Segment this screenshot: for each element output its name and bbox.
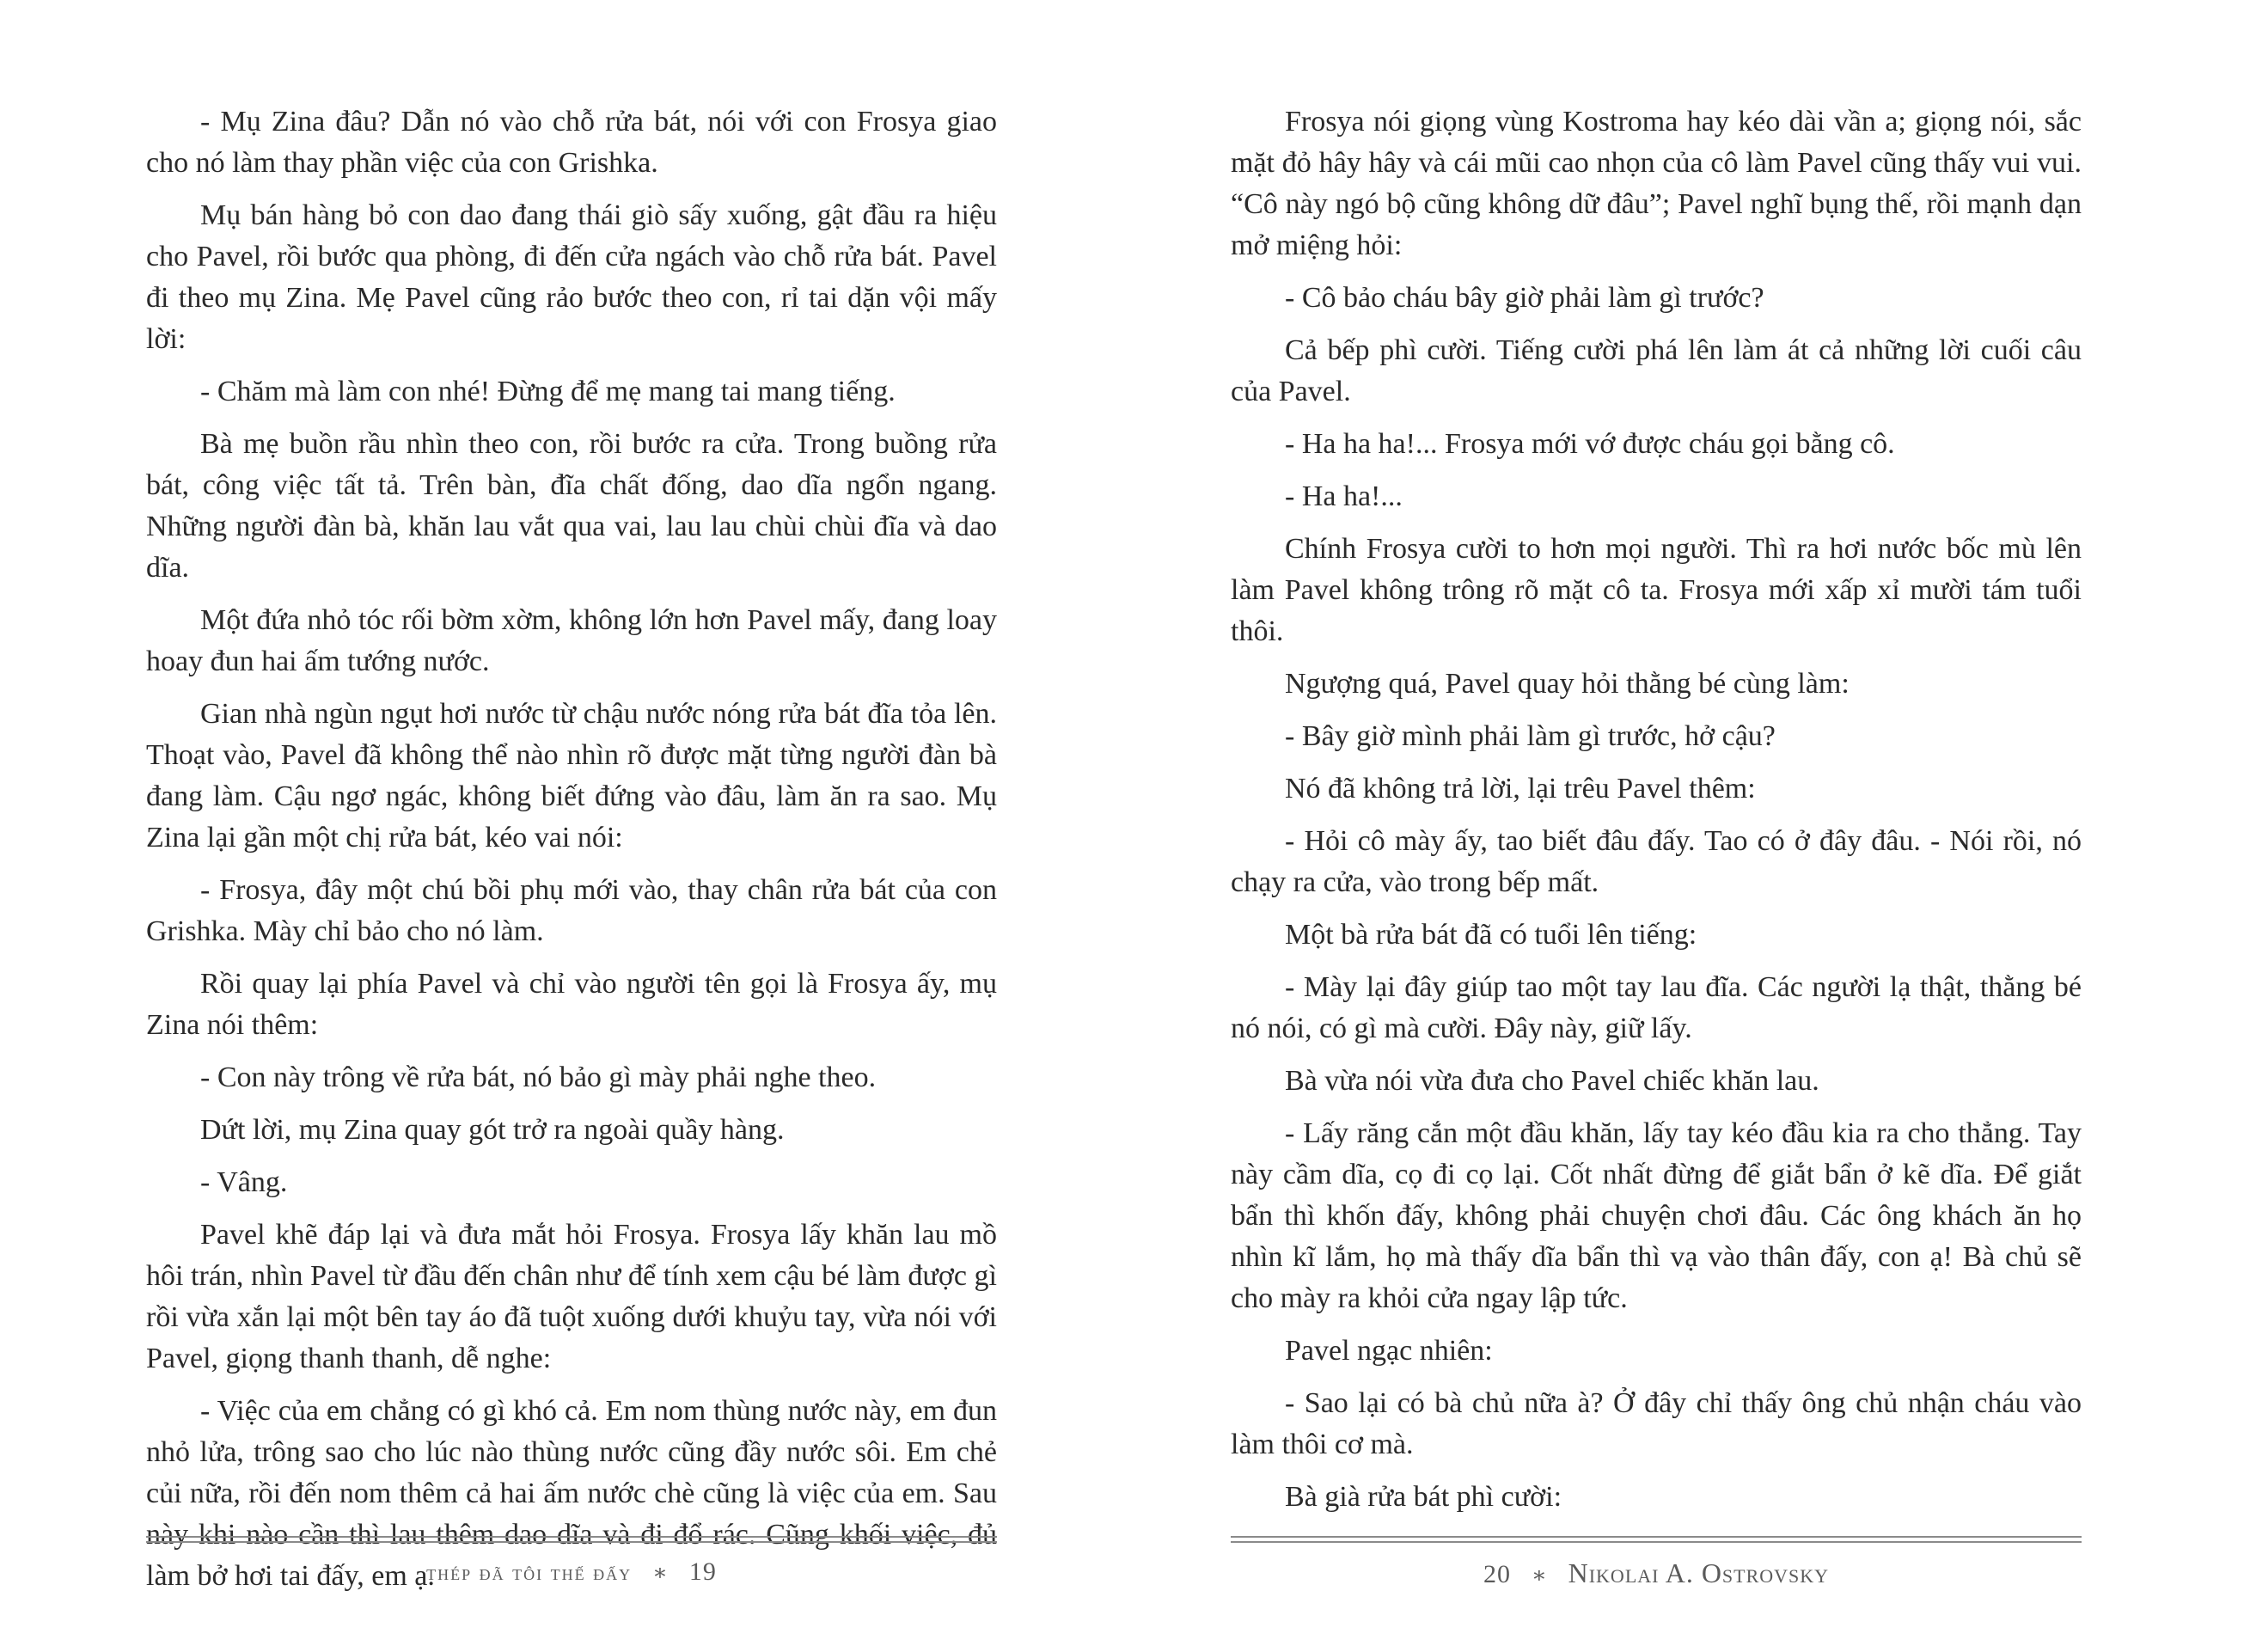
left-footer: [146, 1557, 997, 1587]
paragraph: Một bà rửa bát đã có tuổi lên tiếng:: [1285, 919, 1697, 951]
paragraph: - Hỏi cô mày ấy, tao biết đâu đấy. Tao có ở đây đâu. - Nói rồi, nó chạy ra cửa, vào trong bếp mất.: [1231, 825, 2082, 898]
paragraph: Pavel ngạc nhiên:: [1285, 1335, 1493, 1367]
paragraph: Frosya nói giọng vùng Kostroma hay kéo dài vần a; giọng nói, sắc mặt đỏ hây hây và cái mũi cao nhọn của cô làm Pavel cũng thấy vui vui. “Cô này ngó bộ cũng không dữ đâu”; Pavel nghĩ bụng thế, rồi mạnh dạn mở miệng hỏi:: [1231, 106, 2082, 261]
running-title: thép đã tôi thế đấy: [426, 1560, 633, 1585]
paragraph: Nó đã không trả lời, lại trêu Pavel thêm:: [1285, 773, 1756, 805]
right-page-text: [1231, 101, 2082, 1529]
separator-icon: ∗: [652, 1560, 669, 1585]
paragraph: - Mày lại đây giúp tao một tay lau đĩa. Các người lạ thật, thằng bé nó nói, có gì mà cười. Đây này, giữ lấy.: [1231, 971, 2082, 1044]
left-page-text: [146, 101, 997, 1608]
paragraph: Pavel khẽ đáp lại và đưa mắt hỏi Frosya. Frosya lấy khăn lau mồ hôi trán, nhìn Pavel từ đầu đến chân như để tính xem cậu bé làm được gì rồi vừa xắn lại một bên tay áo đã tuột xuống dưới khuỷu tay, vừa nói với Pavel, giọng thanh thanh, dễ nghe:: [146, 1219, 997, 1374]
paragraph: Rồi quay lại phía Pavel và chỉ vào người tên gọi là Frosya ấy, mụ Zina nói thêm:: [146, 968, 997, 1041]
right-footer: [1231, 1557, 2082, 1589]
paragraph: - Cô bảo cháu bây giờ phải làm gì trước?: [1285, 282, 1764, 314]
separator-icon: ∗: [1531, 1563, 1548, 1588]
left-page: [146, 0, 997, 1652]
paragraph: Gian nhà ngùn ngụt hơi nước từ chậu nước nóng rửa bát đĩa tỏa lên. Thoạt vào, Pavel đã không thể nào nhìn rõ được mặt từng người đàn bà đang làm. Cậu ngơ ngác, không biết đứng vào đâu, làm ăn ra sao. Mụ Zina lại gần một chị rửa bát, kéo vai nói:: [146, 698, 997, 854]
paragraph: - Mụ Zina đâu? Dẫn nó vào chỗ rửa bát, nói với con Frosya giao cho nó làm thay phần việc của con Grishka.: [146, 106, 997, 179]
paragraph: - Ha ha ha!... Frosya mới vớ được cháu gọi bằng cô.: [1285, 428, 1895, 460]
paragraph: - Vâng.: [200, 1166, 288, 1198]
footer-rule: [1231, 1536, 2082, 1543]
paragraph: - Chăm mà làm con nhé! Đừng để mẹ mang tai mang tiếng.: [200, 376, 896, 407]
paragraph: Chính Frosya cười to hơn mọi người. Thì ra hơi nước bốc mù lên làm Pavel không trông rõ mặt cô ta. Frosya mới xấp xỉ mười tám tuổi thôi.: [1231, 533, 2082, 647]
paragraph: - Frosya, đây một chú bồi phụ mới vào, thay chân rửa bát của con Grishka. Mày chỉ bảo cho nó làm.: [146, 874, 997, 947]
paragraph: Một đứa nhỏ tóc rối bờm xờm, không lớn hơn Pavel mấy, đang loay hoay đun hai ấm tướng nước.: [146, 604, 997, 677]
paragraph: Dứt lời, mụ Zina quay gót trở ra ngoài quầy hàng.: [200, 1114, 785, 1146]
paragraph: Bà mẹ buồn rầu nhìn theo con, rồi bước ra cửa. Trong buồng rửa bát, công việc tất tả. Trên bàn, đĩa chất đống, dao dĩa ngổn ngang. Những người đàn bà, khăn lau vắt qua vai, lau lau chùi chùi đĩa và dao dĩa.: [146, 428, 997, 584]
paragraph: - Sao lại có bà chủ nữa à? Ở đây chỉ thấy ông chủ nhận cháu vào làm thôi cơ mà.: [1231, 1387, 2082, 1460]
paragraph: Bà vừa nói vừa đưa cho Pavel chiếc khăn lau.: [1285, 1065, 1819, 1097]
paragraph: - Con này trông về rửa bát, nó bảo gì mày phải nghe theo.: [200, 1062, 877, 1093]
right-page: [1231, 0, 2082, 1652]
paragraph: Ngượng quá, Pavel quay hỏi thằng bé cùng làm:: [1285, 668, 1850, 700]
paragraph: Bà già rửa bát phì cười:: [1285, 1481, 1562, 1513]
page-number: 20: [1483, 1560, 1511, 1588]
paragraph: - Lấy răng cắn một đầu khăn, lấy tay kéo đầu kia ra cho thẳng. Tay này cầm dĩa, cọ đi cọ lại. Cốt nhất đừng để giắt bẩn ở kẽ dĩa. Để giắt bẩn thì khốn đấy, không phải chuyện chơi đâu. Các ông khách ăn họ nhìn kĩ lắm, họ mà thấy dĩa bẩn thì vạ vào thân đấy, con ạ! Bà chủ sẽ cho mày ra khỏi cửa ngay lập tức.: [1231, 1117, 2082, 1314]
paragraph: - Việc của em chẳng có gì khó cả. Em nom thùng nước này, em đun nhỏ lửa, trông sao cho lúc nào thùng nước cũng đầy nước sôi. Em chẻ củi nữa, rồi đến nom thêm cả hai ấm nước chè cũng là việc của em. Sau này khi nào cần thì lau thêm dao dĩa và đi đổ rác. Cũng khối việc, đủ làm bở hơi tai đấy, em ạ.: [146, 1395, 997, 1592]
page-number: 19: [688, 1557, 717, 1586]
paragraph: Cả bếp phì cười. Tiếng cười phá lên làm át cả những lời cuối câu của Pavel.: [1231, 334, 2082, 407]
paragraph: - Bây giờ mình phải làm gì trước, hở cậu?: [1285, 720, 1776, 752]
paragraph: Mụ bán hàng bỏ con dao đang thái giò sấy xuống, gật đầu ra hiệu cho Pavel, rồi bước qua phòng, đi đến cửa ngách vào chỗ rửa bát. Pavel đi theo mụ Zina. Mẹ Pavel cũng rảo bước theo con, rỉ tai dặn vội mấy lời:: [146, 199, 997, 355]
paragraph: - Ha ha!...: [1285, 480, 1403, 512]
footer-rule: [146, 1536, 997, 1543]
running-title: Nikolai A. Ostrovsky: [1568, 1557, 1830, 1588]
